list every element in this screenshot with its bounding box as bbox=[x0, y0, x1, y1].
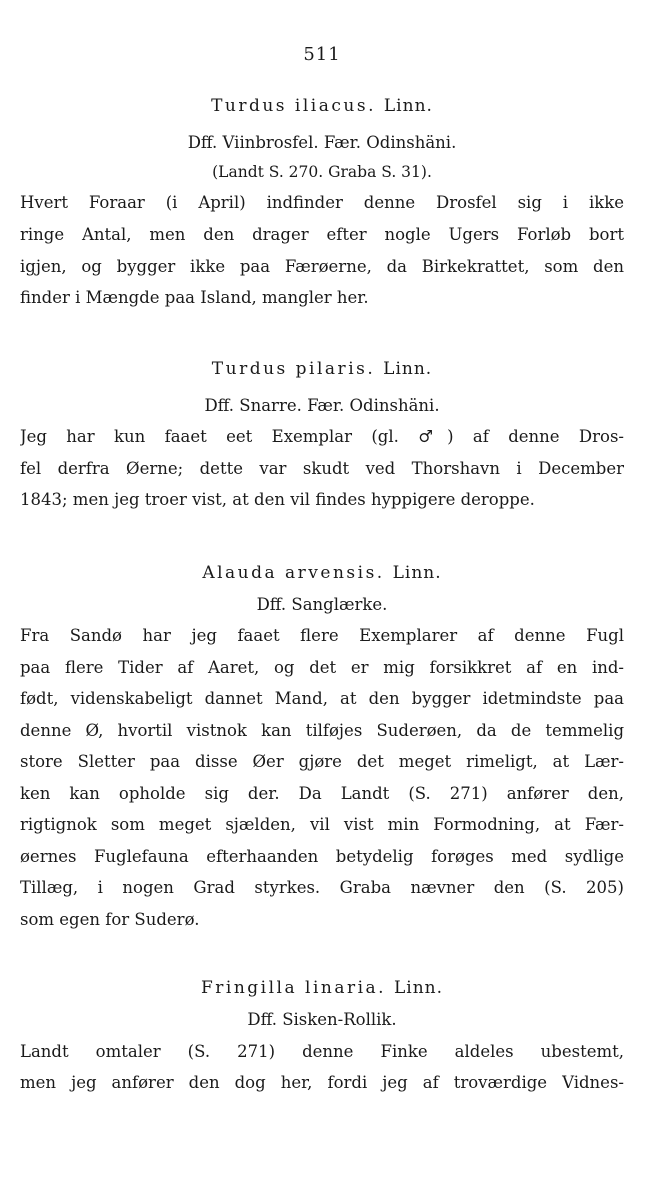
paragraph-line: 1843; men jeg troer vist, at den vil findes hyppigere deroppe. bbox=[20, 490, 535, 509]
paragraph-line: paa flere Tider af Aaret, og det er mig forsikkret af en ind- bbox=[20, 658, 624, 677]
species-author: Linn. bbox=[383, 96, 433, 116]
paragraph-line: store Sletter paa disse Øer gjøre det meget rimeligt, at Lær- bbox=[20, 752, 624, 771]
section-heading-turdus-pilaris bbox=[20, 359, 624, 379]
paragraph-line: Hvert Foraar (i April) indfinder denne Drosfel sig i ikke bbox=[20, 193, 624, 212]
section-heading-fringilla-linaria bbox=[20, 978, 624, 998]
species-author: Linn. bbox=[383, 359, 433, 379]
section-heading-turdus-iliacus bbox=[20, 96, 624, 116]
species-name: Turdus iliacus. bbox=[211, 96, 376, 116]
paragraph-line: Jeg har kun faaet eet Exemplar (gl. ♂) af denne Dros- bbox=[20, 427, 624, 446]
paragraph-line: Landt omtaler (S. 271) denne Finke aldeles ubestemt, bbox=[20, 1042, 624, 1061]
common-names: Dff. Sisken-Rollik. bbox=[247, 1010, 397, 1029]
common-names: Dff. Sanglærke. bbox=[256, 595, 388, 614]
species-name: Turdus pilaris. bbox=[211, 359, 376, 379]
paragraph-line: finder i Mængde paa Island, mangler her. bbox=[20, 288, 369, 307]
paragraph-line: Tillæg, i nogen Grad styrkes. Graba nævner den (S. 205) bbox=[20, 878, 624, 897]
paragraph-line: født, videnskabeligt dannet Mand, at den bygger idetmindste paa bbox=[20, 689, 624, 708]
species-author: Linn. bbox=[393, 978, 444, 998]
paragraph-line: som egen for Suderø. bbox=[20, 910, 200, 929]
references: (Landt S. 270. Graba S. 31). bbox=[212, 163, 432, 181]
paragraph-line: øernes Fuglefauna efterhaanden betydelig forøges med sydlige bbox=[20, 847, 624, 866]
paragraph-line: fel derfra Øerne; dette var skudt ved Thorshavn i December bbox=[20, 459, 624, 478]
paragraph-line: rigtignok som meget sjælden, vil vist min Formodning, at Fær- bbox=[20, 815, 624, 834]
paragraph-line: ringe Antal, men den drager efter nogle Ugers Forløb bort bbox=[20, 225, 624, 244]
paragraph-line: men jeg anfører den dog her, fordi jeg af troværdige Vidnes- bbox=[20, 1073, 624, 1092]
common-names: Dff. Snarre. Fær. Odinshäni. bbox=[204, 396, 440, 415]
section-heading-alauda-arvensis bbox=[20, 563, 624, 583]
page-number: 511 bbox=[303, 44, 341, 65]
paragraph-line: ken kan opholde sig der. Da Landt (S. 271) anfører den, bbox=[20, 784, 624, 803]
paragraph-line: Fra Sandø har jeg faaet flere Exemplarer af denne Fugl bbox=[20, 626, 624, 645]
species-name: Fringilla linaria. bbox=[200, 978, 387, 998]
species-author: Linn. bbox=[392, 563, 442, 583]
common-names: Dff. Viinbrosfel. Fær. Odinshäni. bbox=[187, 133, 457, 152]
paragraph-line: denne Ø, hvortil vistnok kan tilføjes Suderøen, da de temmelig bbox=[20, 721, 624, 740]
paragraph-line: igjen, og bygger ikke paa Færøerne, da Birkekrattet, som den bbox=[20, 257, 624, 276]
species-name: Alauda arvensis. bbox=[202, 563, 385, 583]
book-page bbox=[20, 0, 624, 1187]
